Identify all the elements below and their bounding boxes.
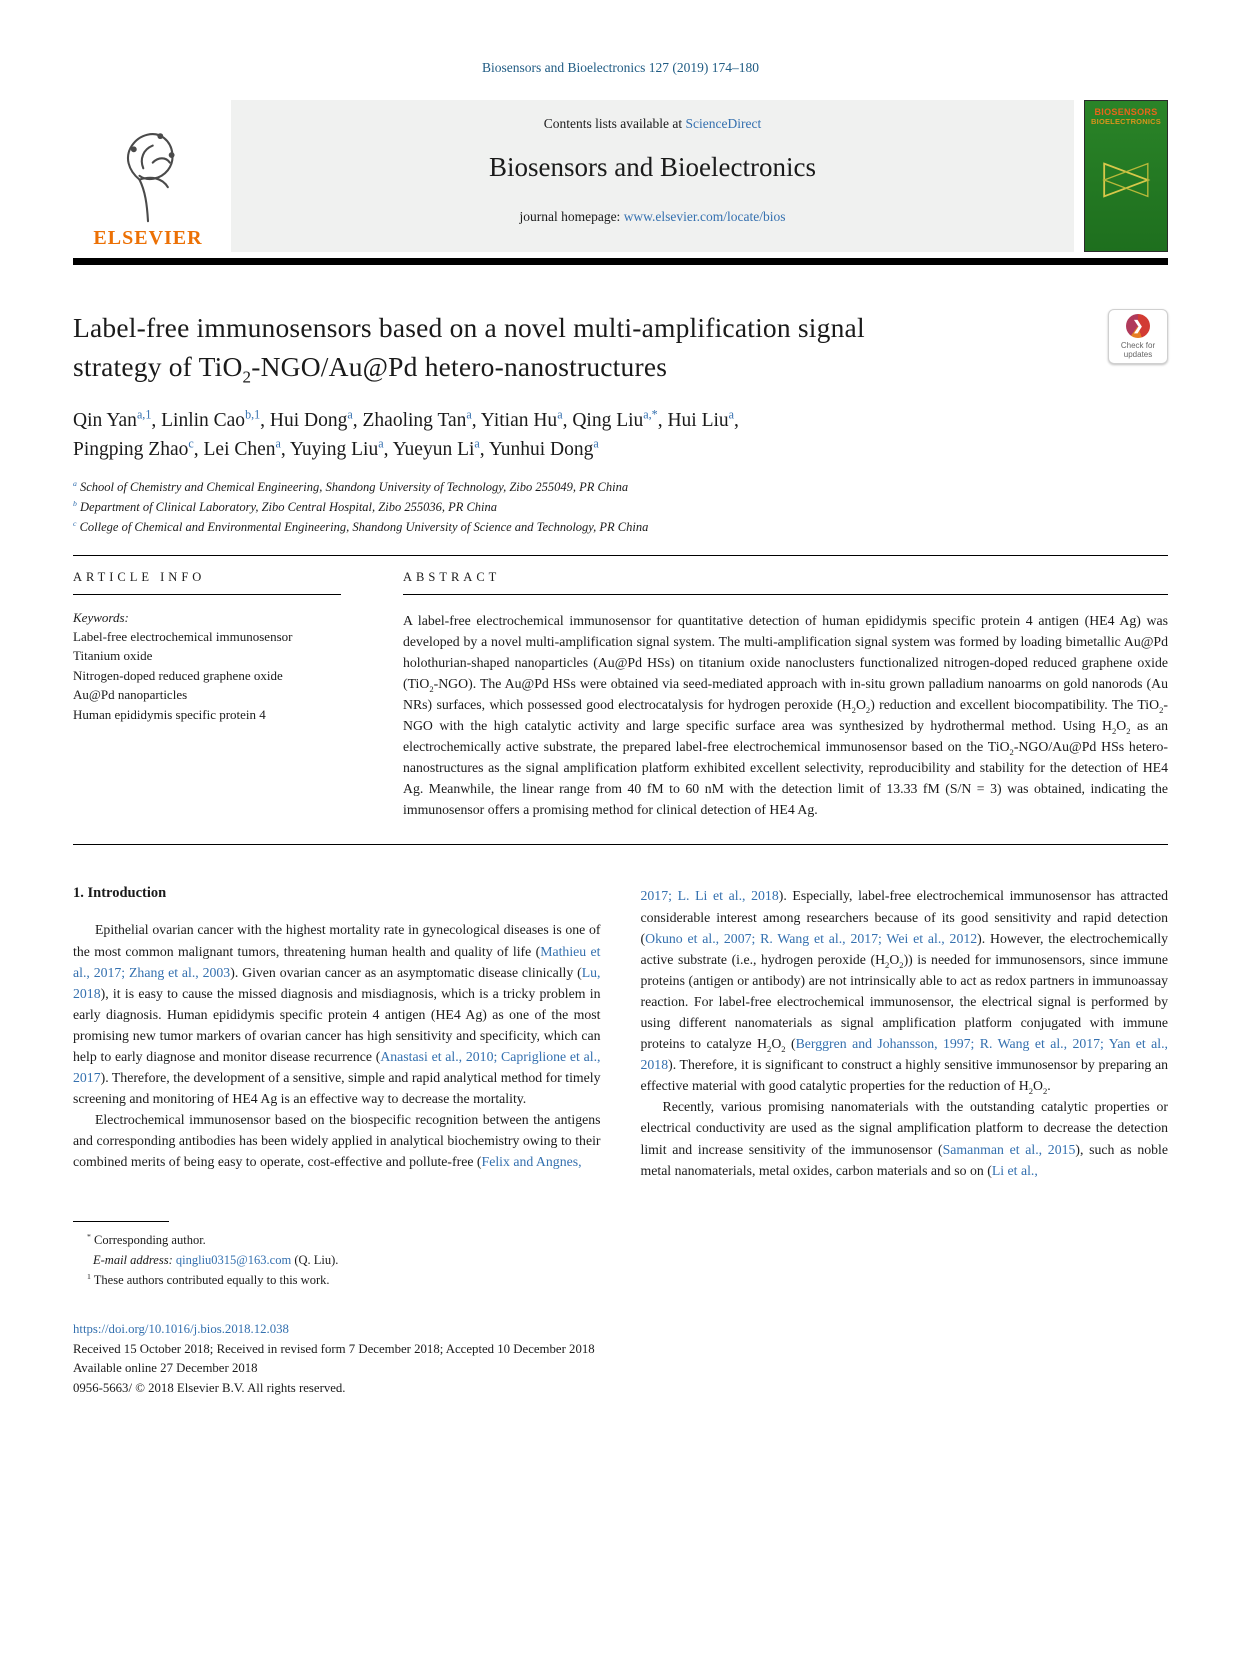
inline-link[interactable]: a xyxy=(474,436,480,451)
title-row xyxy=(73,309,1168,386)
author-list: Qin Yan$^{a,1}$, Linlin Cao$^{b,1}$, Hui Dong$^a$, Zhaoling Tan$^a$, Yitian Hu$^a$, Qing Liu$^{a,*}$, Hui Liu$^a$, Pingping Zhao$^c$, Lei Chen$^a$, Yuying Liu$^a$, Yueyun Li$^a$, Yunhui Dong$^a$ xyxy=(73,407,739,461)
affiliation-list xyxy=(73,477,1168,537)
inline-link[interactable]: a xyxy=(347,407,353,422)
abstract-heading: ABSTRACT xyxy=(403,570,1168,595)
inline-link[interactable]: a xyxy=(378,436,384,451)
cover-graphic-icon xyxy=(1089,160,1163,205)
affiliation: $^b$ Department of Clinical Laboratory, Zibo Central Hospital, Zibo 255036, PR China xyxy=(73,498,498,514)
paragraph: Recently, various promising nanomaterials with the outstanding catalytic properties or electrical conductivity are used as the signal amplification platform to decrease the detection limit and increase sensitivity of the immunosensor (Samanman et al., 2015), such as noble metal nanomaterials, metal oxides, carbon materials and so on (Li et al., xyxy=(640,1099,1169,1178)
keyword: Label-free electrochemical immunosensor xyxy=(73,628,293,644)
article-info-heading: ARTICLE INFO xyxy=(73,570,341,595)
body-right-column xyxy=(641,885,1169,1180)
inline-link[interactable]: a xyxy=(275,436,281,451)
journal-cover-thumbnail xyxy=(1084,100,1168,252)
article-footer xyxy=(73,1320,1168,1399)
article-info-column xyxy=(73,570,341,821)
section-heading-introduction: 1. Introduction xyxy=(73,885,167,902)
inline-link[interactable]: a xyxy=(728,407,735,422)
cover-title-line2: BIOELECTRONICS xyxy=(1091,117,1161,126)
copyright-line: 0956-5663/ © 2018 Elsevier B.V. All rights reserved. xyxy=(73,1381,346,1396)
inline-link[interactable]: Samanman et al., 2015 xyxy=(942,1141,1076,1157)
journal-title: Biosensors and Bioelectronics xyxy=(489,152,816,182)
inline-link[interactable]: Lu, 2018 xyxy=(73,964,601,1001)
footnote-rule xyxy=(73,1221,169,1222)
inline-link[interactable]: ScienceDirect xyxy=(685,116,762,131)
inline-link[interactable]: c xyxy=(188,436,194,451)
paragraph: Electrochemical immunosensor based on the biospecific recognition between the antigens and corresponding antibodies has been widely applied in analytical biochemistry owing to their combined merits of being easy to operate, cost-effective and pollute-free (Felix and Angnes, xyxy=(73,1112,601,1170)
inline-link[interactable]: Li et al., xyxy=(991,1162,1038,1178)
keywords-list xyxy=(73,627,341,725)
available-online: Available online 27 December 2018 xyxy=(73,1361,258,1376)
inline-link[interactable]: Anastasi et al., 2010; Capriglione et al., 2017 xyxy=(73,1049,601,1086)
inline-link[interactable]: a xyxy=(466,407,472,422)
journal-banner-center xyxy=(231,100,1074,252)
abstract-text: A label-free electrochemical immunosensor for quantitative detection of human epididymis specific protein 4 antigen (HE4 Ag) was developed by a novel multi-amplification signal system. The multi-amplification signal system was formed by loading bimetallic Au@Pd holothurian-shaped nanoparticles (Au@Pd HSs) on titanium oxide nanoclusters functionalized nitrogen-doped reduced graphene oxide (TiO$_2$-NGO). The Au@Pd HSs were obtained via seed-mediated approach with in-situ grown palladium nanoarms on gold nanorods (Au NRs) surfaces, which possessed good electrocatalysis for hydrogen peroxide $(H_2O_2)$ reduction and excellent biocompatibility. The TiO$_2$-NGO with the high catalytic activity and large specific surface area was synthesized by hydrothermal method. Using $H_2O_2$ as an electrochemically active substrate, the prepared label-free electrochemical immunosensor based on the TiO$_2$-NGO/Au@Pd HSs hetero-nanostructures as the signal amplification platform exhibited excellent selectivity, reproducibility and stability for the detection of HE4 Ag. Meanwhile, the linear range from 40 fM to 60 nM with the detection limit of 13.33 fM (S/N = 3) was obtained, indicating the immunosensor offers a promising method for clinical detection of HE4 Ag. xyxy=(403,612,1168,818)
crossmark-icon: ❯ xyxy=(1126,314,1150,338)
inline-link[interactable]: www.elsevier.com/locate/bios xyxy=(623,209,786,224)
inline-link[interactable]: a,* xyxy=(643,407,658,422)
journal-header-banner xyxy=(73,100,1168,252)
keyword: Titanium oxide xyxy=(73,648,153,663)
inline-link[interactable]: a xyxy=(593,436,599,451)
inline-link[interactable]: b,1 xyxy=(245,407,261,422)
journal-citation: Biosensors and Bioelectronics 127 (2019) 174–180 xyxy=(481,60,760,75)
inline-link[interactable]: b xyxy=(73,498,77,508)
contents-line: Contents lists available at ScienceDirect xyxy=(543,116,762,131)
abstract-bottom-rule xyxy=(73,844,1168,845)
email-suffix: (Q. Liu). xyxy=(291,1252,339,1267)
article-title: Label-free immunosensors based on a novel multi-amplification signal strategy of TiO$_2$-NGO/Au@Pd hetero-nanostructures xyxy=(73,312,865,386)
footnotes xyxy=(73,1230,1168,1290)
check-for-updates-label: Check for updates xyxy=(1120,341,1156,360)
email-label: E-mail address: xyxy=(93,1252,173,1267)
journal-homepage-line: journal homepage: www.elsevier.com/locate/bios xyxy=(519,209,786,224)
email-note xyxy=(73,1250,1168,1270)
keyword: Au@Pd nanoparticles xyxy=(73,687,188,702)
elsevier-tree-icon xyxy=(102,121,194,225)
paragraph: Epithelial ovarian cancer with the highest mortality rate in gynecological diseases is one of the most common malignant tumors, threatening human health and quality of life (Mathieu et al., 2017; Zhang et al., 2003). Given ovarian cancer as an asymptomatic disease clinically (Lu, 2018), it is easy to cause the missed diagnosis and misdiagnosis, which is a tricky problem in early diagnosis. Human epididymis specific protein 4 antigen (HE4 Ag) as one of the most promising new tumor markers of ovarian cancer has high sensitivity and specificity, which can help to early diagnose and monitor disease recurrence (Anastasi et al., 2010; Capriglione et al., 2017). Therefore, the development of a sensitive, simple and rapid analytical method for timely screening and monitoring of HE4 Ag is an effective way to decrease the mortality. xyxy=(73,922,601,1107)
check-for-updates-badge[interactable] xyxy=(1108,309,1168,364)
email-link[interactable]: qingliu0315@163.com xyxy=(175,1252,292,1267)
keywords-label: Keywords: xyxy=(73,609,129,625)
abstract-column xyxy=(403,570,1168,821)
affiliation: $^a$ School of Chemistry and Chemical Engineering, Shandong University of Technology, Zibo 255049, PR China xyxy=(73,478,629,494)
keyword: Nitrogen-doped reduced graphene oxide xyxy=(73,667,283,683)
inline-link[interactable]: Felix and Angnes, xyxy=(481,1154,582,1170)
received-dates: Received 15 October 2018; Received in revised form 7 December 2018; Accepted 10 December 2018 xyxy=(73,1341,595,1356)
inline-link[interactable]: Mathieu et al., 2017; Zhang et al., 2003 xyxy=(73,943,601,980)
inline-link[interactable]: 2017; L. Li et al., 2018 xyxy=(640,888,779,904)
doi-link[interactable]: https://doi.org/10.1016/j.bios.2018.12.038 xyxy=(73,1321,289,1336)
cover-title-line1: BIOSENSORS xyxy=(1094,107,1158,117)
body-left-column xyxy=(73,885,601,1180)
header-divider-bar xyxy=(73,258,1168,265)
left-paragraphs xyxy=(73,919,601,1172)
inline-link[interactable]: a xyxy=(557,407,563,422)
affiliation: $^c$ College of Chemical and Environmental Engineering, Shandong University of Science and Technology, PR China xyxy=(73,518,649,534)
right-paragraphs xyxy=(641,885,1169,1180)
elsevier-wordmark: ELSEVIER xyxy=(93,227,203,249)
equal-contribution-note: $^1$ These authors contributed equally to this work. xyxy=(87,1271,330,1287)
elsevier-logo xyxy=(73,100,223,252)
article-body xyxy=(73,885,1168,1180)
inline-link[interactable]: Berggren and Johansson, 1997; R. Wang et al., 2017; Yan et al., 2018 xyxy=(640,1036,1168,1073)
info-abstract-block xyxy=(73,556,1168,845)
keyword: Human epididymis specific protein 4 xyxy=(73,706,266,722)
inline-link[interactable]: c xyxy=(73,518,77,528)
inline-link[interactable]: a xyxy=(73,478,77,488)
inline-link[interactable]: a,1 xyxy=(136,407,152,422)
paragraph: 2017; L. Li et al., 2018). Especially, label-free electrochemical immunosensor has attracted considerable interest among researchers because of its good sensitivity and rapid detection (Okuno et al., 2007; R. Wang et al., 2017; Wei et al., 2012). However, the electrochemically active substrate (i.e., hydrogen peroxide $(H_2O_2)$) is needed for immunosensors, since immune proteins (antigen or antibody) are not intrinsically able to act as redox partners in immunoassay reaction. For label-free electrochemical immunosensor, the electrical signal is performed by using different nanomaterials as signal amplification platform conjugated with immune proteins to catalyze $H_2O_2$ (Berggren and Johansson, 1997; R. Wang et al., 2017; Yan et al., 2018). Therefore, it is significant to construct a highly sensitive immunosensor by preparing an effective material with good catalytic properties for the reduction of $H_2O_2$. xyxy=(640,888,1169,1097)
inline-link[interactable]: Okuno et al., 2007; R. Wang et al., 2017; Wei et al., 2012 xyxy=(645,930,978,946)
corresponding-author-note: * Corresponding author. xyxy=(87,1231,206,1247)
